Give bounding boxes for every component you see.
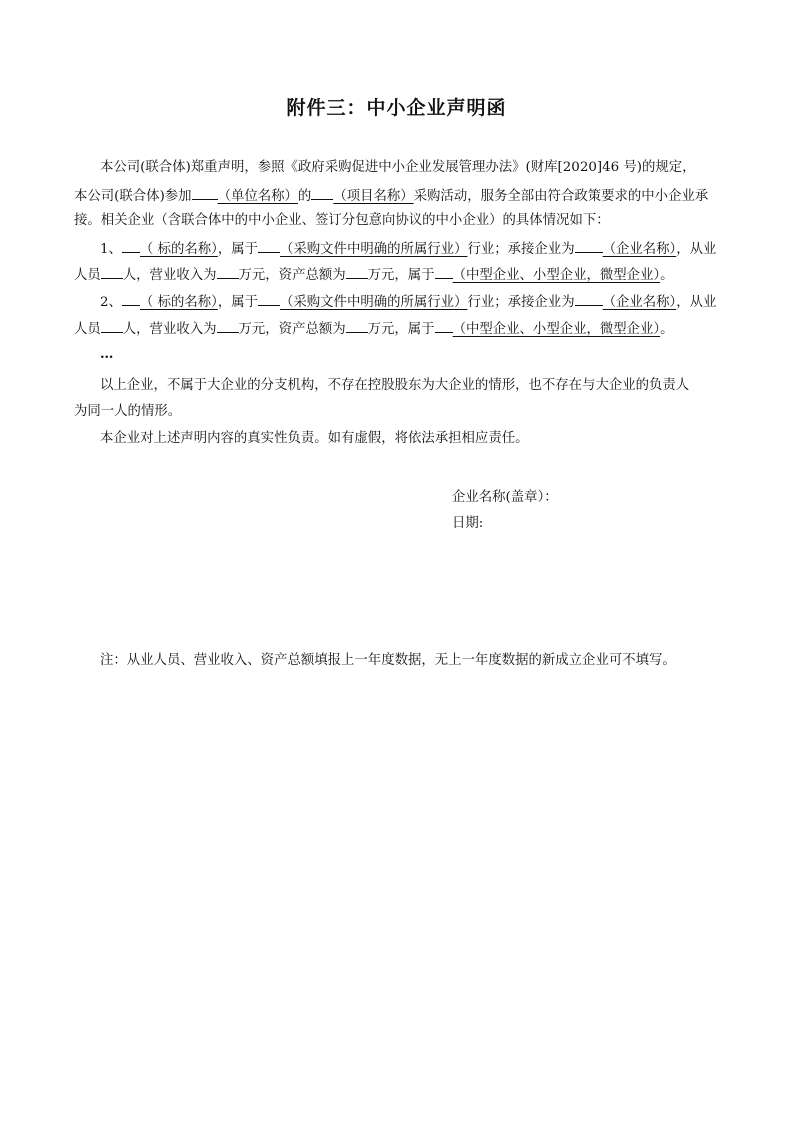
item-1-revenue-label: 人，营业收入为	[122, 268, 217, 283]
item-2-industry-blank	[258, 291, 280, 306]
item-1-size-label: 万元，属于	[367, 268, 435, 283]
item-1-staff-prefix: ，从业	[676, 242, 717, 257]
item-1-company-placeholder: （企业名称）	[602, 242, 677, 257]
statement-line-1: 以上企业，不属于大企业的分支机构，不存在控股股东为大企业的情形，也不存在与大企业的负责人	[100, 378, 690, 393]
item-2-staff-prefix: ，从业	[676, 295, 717, 310]
item-2-size-placeholder: （中型企业、小型企业，微型企业）	[452, 322, 661, 337]
item-2-revenue-label: 人，营业收入为	[122, 322, 217, 337]
footnote: 注：从业人员、营业收入、资产总额填报上一年度数据，无上一年度数据的新成立企业可不填写。	[100, 653, 676, 668]
ellipsis: …	[100, 346, 114, 362]
item-2-number: 2、	[100, 295, 122, 310]
item-1-contractor-prefix: 行业；承接企业为	[467, 242, 575, 257]
item-2-staff-blank	[101, 318, 123, 333]
item-2-assets-label: 万元，资产总额为	[238, 322, 346, 337]
item-2-end: 。	[660, 322, 674, 337]
item-2-revenue-blank	[217, 318, 239, 333]
page-title: 附件三：中小企业声明函	[286, 97, 507, 119]
intro-line-2	[74, 185, 708, 207]
item-2-assets-blank	[346, 318, 368, 333]
item-1-size-blank	[435, 264, 453, 279]
statement-line-2: 为同一人的情形。	[74, 404, 182, 419]
unit-blank	[192, 185, 218, 200]
intro-line-2-start: 本公司(联合体)参加	[74, 189, 192, 204]
item-1-company-blank	[575, 238, 603, 253]
unit-name-placeholder: （单位名称）	[217, 189, 298, 204]
item-1-size-placeholder: （中型企业、小型企业，微型企业）	[452, 268, 661, 283]
item-2-size-label: 万元，属于	[367, 322, 435, 337]
item-2-line-2	[74, 318, 674, 340]
intro-line-3: 接。相关企业（含联合体中的中小企业、签订分包意向协议的中小企业）的具体情况如下：	[74, 213, 610, 228]
item-1-staff-label: 人员	[74, 268, 101, 283]
item-1-industry-blank	[258, 238, 280, 253]
item-1-assets-label: 万元，资产总额为	[238, 268, 346, 283]
project-blank	[311, 185, 333, 200]
item-1-staff-blank	[101, 264, 123, 279]
item-1-revenue-blank	[217, 264, 239, 279]
intro-line-1: 本公司(联合体)郑重声明，参照《政府采购促进中小企业发展管理办法》(财库[2020]46 号)的规定，	[100, 160, 696, 175]
item-2-contractor-prefix: 行业；承接企业为	[467, 295, 575, 310]
signature-date-label: 日期:	[452, 516, 484, 531]
item-2-company-blank	[575, 291, 603, 306]
item-2-size-blank	[435, 318, 453, 333]
item-2-line-1	[100, 291, 716, 313]
item-2-lot-placeholder: （ 标的名称）	[139, 295, 218, 310]
item-2-company-placeholder: （企业名称）	[602, 295, 677, 310]
project-name-placeholder: （项目名称）	[333, 189, 414, 204]
item-1-belong: ，属于	[217, 242, 258, 257]
item-2-industry-placeholder: （采购文件中明确的所属行业）	[280, 295, 468, 310]
item-1-assets-blank	[346, 264, 368, 279]
item-1-industry-placeholder: （采购文件中明确的所属行业）	[280, 242, 468, 257]
item-1-number: 1、	[100, 242, 122, 257]
signature-company-label: 企业名称(盖章）：	[452, 490, 558, 505]
item-2-staff-label: 人员	[74, 322, 101, 337]
item-1-lot-blank	[122, 238, 140, 253]
statement-line-3: 本企业对上述声明内容的真实性负责。如有虚假，将依法承担相应责任。	[100, 431, 529, 446]
intro-line-2-end: 采购活动，服务全部由符合政策要求的中小企业承	[413, 189, 709, 204]
item-2-lot-blank	[122, 291, 140, 306]
item-1-line-1	[100, 238, 716, 260]
item-2-belong: ，属于	[217, 295, 258, 310]
intro-line-2-of: 的	[297, 189, 312, 204]
item-1-line-2	[74, 264, 674, 286]
item-1-end: 。	[660, 268, 674, 283]
item-1-lot-placeholder: （ 标的名称）	[139, 242, 218, 257]
